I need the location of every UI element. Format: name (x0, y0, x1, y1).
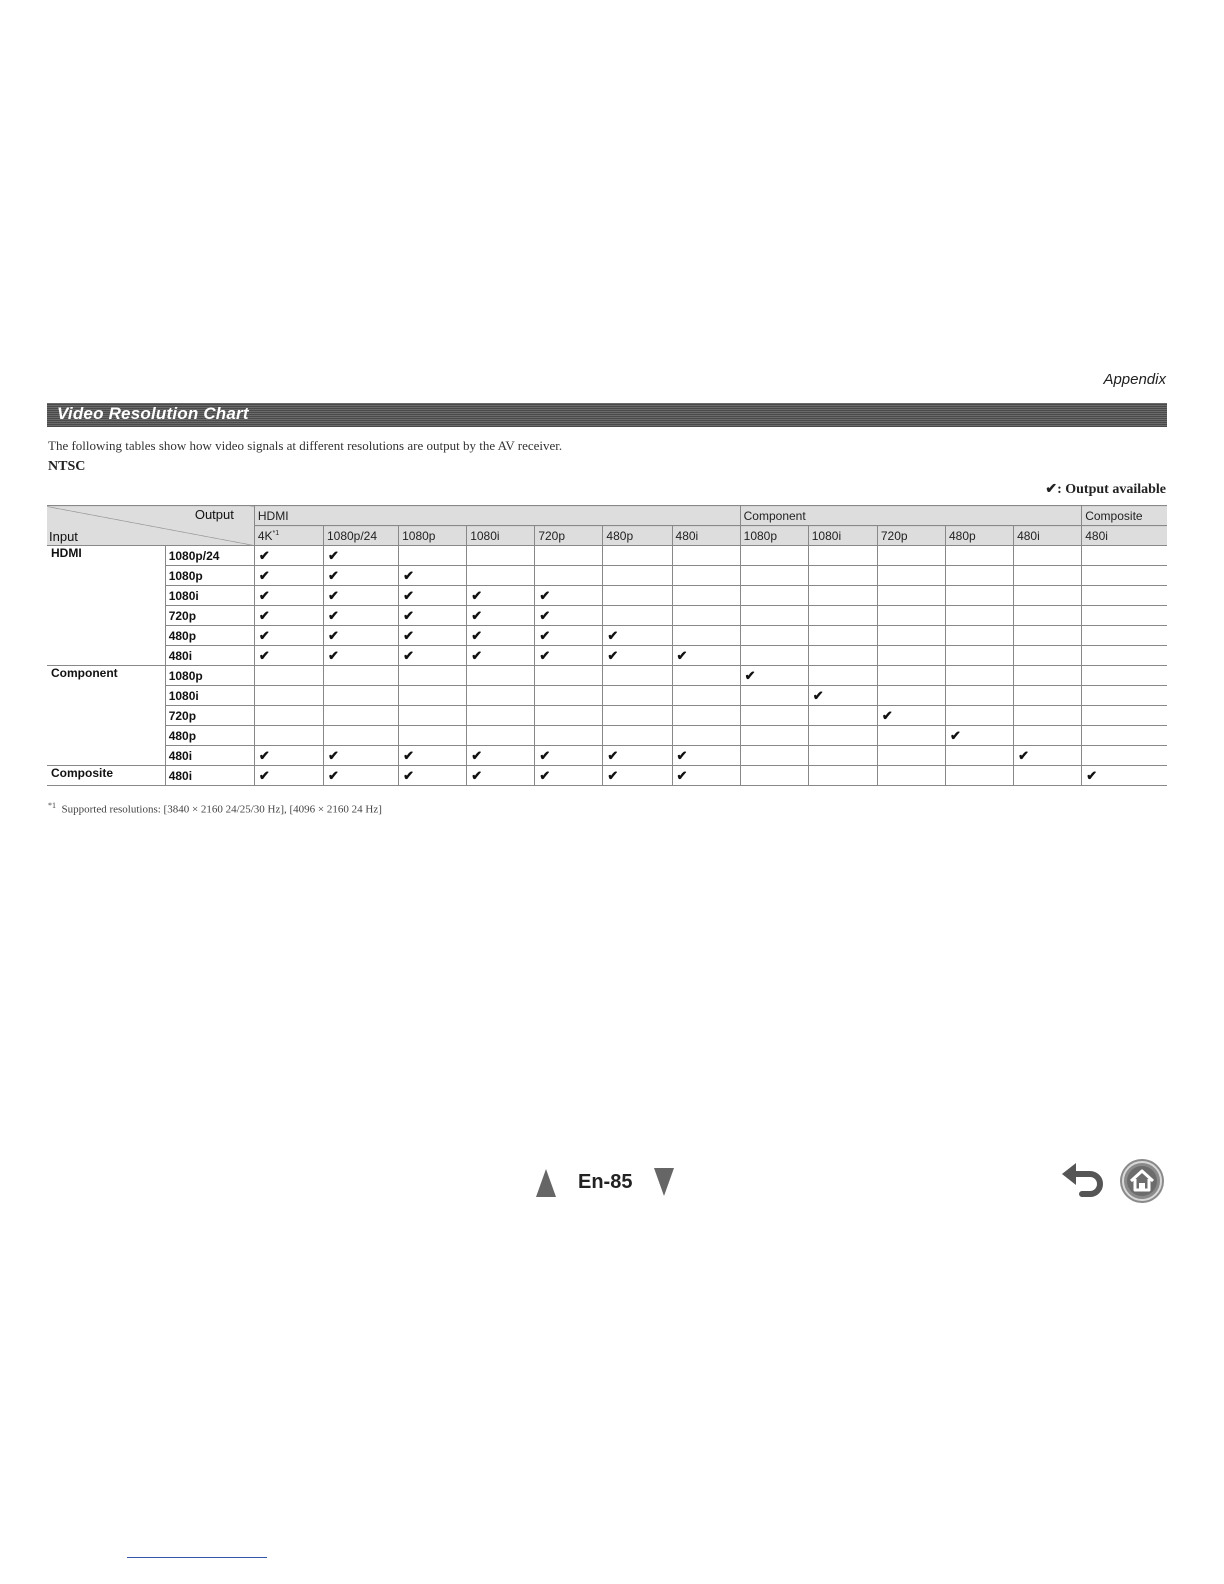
check-icon: ✔ (258, 767, 270, 783)
table-cell (877, 726, 945, 746)
table-cell (399, 546, 467, 566)
table-cell (740, 666, 808, 686)
table-cell (323, 746, 398, 766)
table-cell (399, 586, 467, 606)
legend (1045, 481, 1166, 498)
check-icon: ✔ (403, 627, 414, 643)
column-header-label: 1080i (811, 528, 842, 543)
table-corner (47, 506, 254, 546)
table-cell (1014, 746, 1082, 766)
table-cell (603, 686, 672, 706)
table-cell (740, 746, 808, 766)
table-cell (945, 666, 1013, 686)
check-icon: ✔ (258, 547, 270, 563)
check-icon: ✔ (258, 627, 270, 643)
table-cell (1014, 586, 1082, 606)
table-cell (740, 586, 808, 606)
table-cell (945, 646, 1013, 666)
table-cell (877, 546, 945, 566)
check-icon: ✔ (471, 627, 483, 643)
check-icon: ✔ (812, 687, 824, 703)
column-header-label: 1080p (743, 528, 778, 543)
check-icon: ✔ (1045, 482, 1058, 497)
group-header-component: Component (740, 506, 1082, 526)
table-cell (603, 546, 672, 566)
column-header-label: 1080i (470, 528, 500, 543)
home-icon[interactable] (1118, 1157, 1166, 1205)
table-cell (467, 666, 535, 686)
table-row (47, 666, 1167, 686)
back-icon[interactable] (1060, 1160, 1108, 1200)
table-cell (535, 706, 603, 726)
check-icon: ✔ (327, 747, 339, 763)
table-cell (672, 606, 740, 626)
check-icon: ✔ (607, 627, 619, 643)
table-cell (1082, 546, 1167, 566)
table-row (47, 686, 1167, 706)
table-cell (254, 726, 323, 746)
check-icon: ✔ (327, 547, 339, 563)
table-cell (323, 646, 398, 666)
table-cell (467, 726, 535, 746)
footnote-ref: *1 (272, 529, 280, 537)
table-row (47, 726, 1167, 746)
table-cell (945, 766, 1013, 786)
table-cell (945, 606, 1013, 626)
table-row (47, 766, 1167, 786)
row-resolution-label: 480p (165, 626, 254, 646)
table-cell (672, 646, 740, 666)
table-cell (945, 686, 1013, 706)
table-row (47, 546, 1167, 566)
table-cell (808, 586, 877, 606)
table-cell (323, 666, 398, 686)
column-header-label: 480p (948, 528, 976, 543)
previous-page-icon[interactable] (536, 1169, 556, 1197)
table-cell (672, 706, 740, 726)
column-header (672, 526, 740, 546)
table-cell (808, 706, 877, 726)
table-cell (467, 626, 535, 646)
footnote-mark: *1 (48, 801, 56, 810)
check-icon: ✔ (539, 647, 551, 663)
table-cell (808, 726, 877, 746)
table-cell (323, 566, 398, 586)
table-row (47, 566, 1167, 586)
column-header-label: 720p (538, 528, 566, 543)
table-cell (1014, 646, 1082, 666)
table-cell (672, 686, 740, 706)
table-cell (1082, 746, 1167, 766)
table-cell (808, 646, 877, 666)
table-cell (535, 546, 603, 566)
resolution-table (47, 505, 1167, 786)
column-header-label: 1080p/24 (326, 528, 378, 543)
table-cell (945, 546, 1013, 566)
check-icon: ✔ (676, 647, 688, 663)
table-cell (672, 726, 740, 746)
column-header-label: 1080p (402, 528, 436, 543)
table-cell (1014, 726, 1082, 746)
table-cell (399, 666, 467, 686)
row-resolution-label: 480i (165, 646, 254, 666)
table-cell (399, 646, 467, 666)
table-cell (808, 666, 877, 686)
column-header (740, 526, 808, 546)
table-cell (740, 646, 808, 666)
table-cell (877, 606, 945, 626)
check-icon: ✔ (327, 567, 339, 583)
check-icon: ✔ (539, 587, 551, 603)
table-cell (535, 746, 603, 766)
table-cell (254, 686, 323, 706)
table-cell (808, 686, 877, 706)
row-resolution-label: 480i (165, 746, 254, 766)
column-header (945, 526, 1013, 546)
check-icon: ✔ (1018, 747, 1029, 763)
row-resolution-label: 1080p/24 (165, 546, 254, 566)
table-cell (672, 666, 740, 686)
table-cell (603, 566, 672, 586)
table-cell (323, 766, 398, 786)
table-cell (323, 706, 398, 726)
table-cell (877, 626, 945, 646)
table-cell (808, 746, 877, 766)
column-header (467, 526, 535, 546)
table-cell (1014, 626, 1082, 646)
check-icon: ✔ (539, 607, 551, 623)
check-icon: ✔ (539, 767, 551, 783)
table-cell (535, 626, 603, 646)
table-cell (603, 766, 672, 786)
table-cell (254, 706, 323, 726)
check-icon: ✔ (949, 727, 961, 743)
table-cell (808, 766, 877, 786)
check-icon: ✔ (258, 647, 270, 663)
table-cell (254, 566, 323, 586)
table-cell (672, 766, 740, 786)
section-label: Appendix (1103, 371, 1166, 388)
check-icon: ✔ (403, 567, 414, 583)
row-resolution-label: 720p (165, 606, 254, 626)
page-number: En-85 (578, 1170, 633, 1193)
table-cell (535, 766, 603, 786)
table-cell (808, 546, 877, 566)
table-cell (603, 746, 672, 766)
row-resolution-label: 720p (165, 706, 254, 726)
table-cell (535, 686, 603, 706)
table-cell (877, 706, 945, 726)
table-cell (603, 666, 672, 686)
table-cell (740, 546, 808, 566)
check-icon: ✔ (327, 767, 339, 783)
footnote-text: Supported resolutions: [3840 × 2160 24/25/30 Hz], [4096 × 2160 24 Hz] (61, 803, 382, 816)
table-cell (740, 766, 808, 786)
table-cell (1082, 566, 1167, 586)
table-cell (1082, 646, 1167, 666)
table-cell (254, 666, 323, 686)
table-cell (254, 606, 323, 626)
check-icon: ✔ (258, 607, 270, 623)
table-cell (1082, 666, 1167, 686)
table-subtitle: NTSC (48, 459, 86, 474)
table-cell (740, 566, 808, 586)
check-icon: ✔ (539, 747, 551, 763)
table-cell (1082, 686, 1167, 706)
table-cell (808, 566, 877, 586)
table-cell (945, 706, 1013, 726)
column-header (603, 526, 672, 546)
column-header (808, 526, 877, 546)
table-cell (672, 546, 740, 566)
column-header (323, 526, 398, 546)
table-cell (1014, 546, 1082, 566)
table-cell (399, 726, 467, 746)
table-cell (603, 706, 672, 726)
next-page-icon[interactable] (654, 1168, 674, 1196)
table-cell (740, 606, 808, 626)
check-icon: ✔ (607, 647, 619, 663)
table-cell (399, 686, 467, 706)
table-cell (1014, 666, 1082, 686)
table-cell (399, 566, 467, 586)
table-cell (399, 766, 467, 786)
column-header-label: 480i (1085, 528, 1108, 543)
table-cell (254, 646, 323, 666)
check-icon: ✔ (403, 767, 414, 783)
column-header-label: 480i (1017, 528, 1040, 543)
check-icon: ✔ (539, 627, 551, 643)
row-resolution-label: 1080p (165, 566, 254, 586)
row-resolution-label: 480p (165, 726, 254, 746)
table-cell (740, 706, 808, 726)
table-cell (945, 566, 1013, 586)
check-icon: ✔ (403, 607, 414, 623)
table-cell (467, 646, 535, 666)
page-title: Video Resolution Chart (57, 404, 249, 423)
corner-input-label: Input (49, 529, 78, 544)
table-cell (1014, 706, 1082, 726)
column-header-label: 480i (675, 528, 699, 543)
table-cell (740, 726, 808, 746)
table-cell (323, 606, 398, 626)
table-cell (1082, 606, 1167, 626)
table-cell (535, 566, 603, 586)
check-icon: ✔ (403, 647, 414, 663)
table-cell (399, 746, 467, 766)
check-icon: ✔ (471, 647, 483, 663)
check-icon: ✔ (258, 747, 270, 763)
table-cell (877, 646, 945, 666)
table-cell (603, 626, 672, 646)
table-cell (399, 626, 467, 646)
table-cell (323, 686, 398, 706)
table-cell (399, 706, 467, 726)
table-cell (1014, 606, 1082, 626)
table-cell (1014, 766, 1082, 786)
column-header (1014, 526, 1082, 546)
table-cell (1082, 626, 1167, 646)
row-resolution-label: 480i (165, 766, 254, 786)
table-row (47, 626, 1167, 646)
table-cell (323, 586, 398, 606)
column-header (399, 526, 467, 546)
table-cell (603, 646, 672, 666)
table-cell (323, 726, 398, 746)
table-cell (467, 606, 535, 626)
table-cell (808, 606, 877, 626)
table-cell (254, 766, 323, 786)
intro-text: The following tables show how video signals at different resolutions are output by the AV receiver. (48, 438, 563, 453)
table-cell (808, 626, 877, 646)
table-cell (467, 686, 535, 706)
column-header (877, 526, 945, 546)
column-header (1082, 526, 1167, 546)
table-cell (1082, 586, 1167, 606)
table-cell (672, 626, 740, 646)
table-cell (535, 586, 603, 606)
check-icon: ✔ (471, 747, 483, 763)
bottom-rule (127, 1557, 267, 1558)
table-cell (945, 726, 1013, 746)
group-header-composite: Composite (1082, 506, 1167, 526)
table-row (47, 646, 1167, 666)
check-icon: ✔ (744, 667, 756, 683)
table-cell (877, 666, 945, 686)
table-cell (254, 626, 323, 646)
table-row (47, 606, 1167, 626)
corner-output-label: Output (194, 507, 234, 522)
table-cell (877, 586, 945, 606)
table-cell (1014, 686, 1082, 706)
table-row (47, 746, 1167, 766)
check-icon: ✔ (327, 587, 339, 603)
table-cell (672, 566, 740, 586)
row-resolution-label: 1080i (165, 686, 254, 706)
table-cell (672, 586, 740, 606)
check-icon: ✔ (676, 747, 688, 763)
row-group-label: Composite (47, 766, 165, 786)
table-cell (945, 746, 1013, 766)
row-resolution-label: 1080p (165, 666, 254, 686)
table-cell (399, 606, 467, 626)
table-cell (323, 546, 398, 566)
table-cell (877, 686, 945, 706)
table-cell (535, 646, 603, 666)
table-cell (467, 706, 535, 726)
table-cell (535, 606, 603, 626)
table-cell (254, 746, 323, 766)
page-navigation (536, 1166, 674, 1198)
table-cell (1082, 706, 1167, 726)
check-icon: ✔ (327, 607, 339, 623)
check-icon: ✔ (471, 767, 483, 783)
table-cell (603, 606, 672, 626)
row-group-label: HDMI (47, 546, 165, 666)
table-cell (877, 766, 945, 786)
table-cell (1082, 726, 1167, 746)
table-cell (740, 686, 808, 706)
table-cell (467, 546, 535, 566)
row-group-label: Component (47, 666, 165, 766)
check-icon: ✔ (403, 747, 414, 763)
check-icon: ✔ (881, 707, 893, 723)
table-cell (467, 746, 535, 766)
table-cell (603, 586, 672, 606)
table-cell (535, 726, 603, 746)
column-header-label: 4K (257, 528, 273, 543)
check-icon: ✔ (258, 587, 270, 603)
table-cell (603, 726, 672, 746)
column-header-label: 480p (606, 528, 634, 543)
group-header-hdmi: HDMI (254, 506, 740, 526)
check-icon: ✔ (471, 607, 483, 623)
footnote (48, 801, 382, 816)
table-cell (467, 766, 535, 786)
row-resolution-label: 1080i (165, 586, 254, 606)
table-row (47, 586, 1167, 606)
check-icon: ✔ (1086, 767, 1098, 783)
check-icon: ✔ (258, 567, 270, 583)
table-cell (740, 626, 808, 646)
table-cell (1082, 766, 1167, 786)
check-icon: ✔ (676, 767, 688, 783)
table-cell (467, 566, 535, 586)
table-cell (1014, 566, 1082, 586)
table-cell (323, 626, 398, 646)
table-cell (467, 586, 535, 606)
check-icon: ✔ (403, 587, 414, 603)
check-icon: ✔ (607, 747, 619, 763)
check-icon: ✔ (471, 587, 483, 603)
legend-text: : Output available (1057, 482, 1166, 497)
table-cell (672, 746, 740, 766)
table-cell (254, 546, 323, 566)
check-icon: ✔ (607, 767, 619, 783)
section-title-bar (47, 403, 1167, 427)
table-row (47, 706, 1167, 726)
table-cell (535, 666, 603, 686)
check-icon: ✔ (327, 647, 339, 663)
column-header (535, 526, 603, 546)
table-cell (945, 626, 1013, 646)
table-cell (877, 746, 945, 766)
table-cell (254, 586, 323, 606)
column-header (254, 526, 323, 546)
table-cell (945, 586, 1013, 606)
check-icon: ✔ (327, 627, 339, 643)
table-cell (877, 566, 945, 586)
column-header-label: 720p (880, 528, 908, 543)
